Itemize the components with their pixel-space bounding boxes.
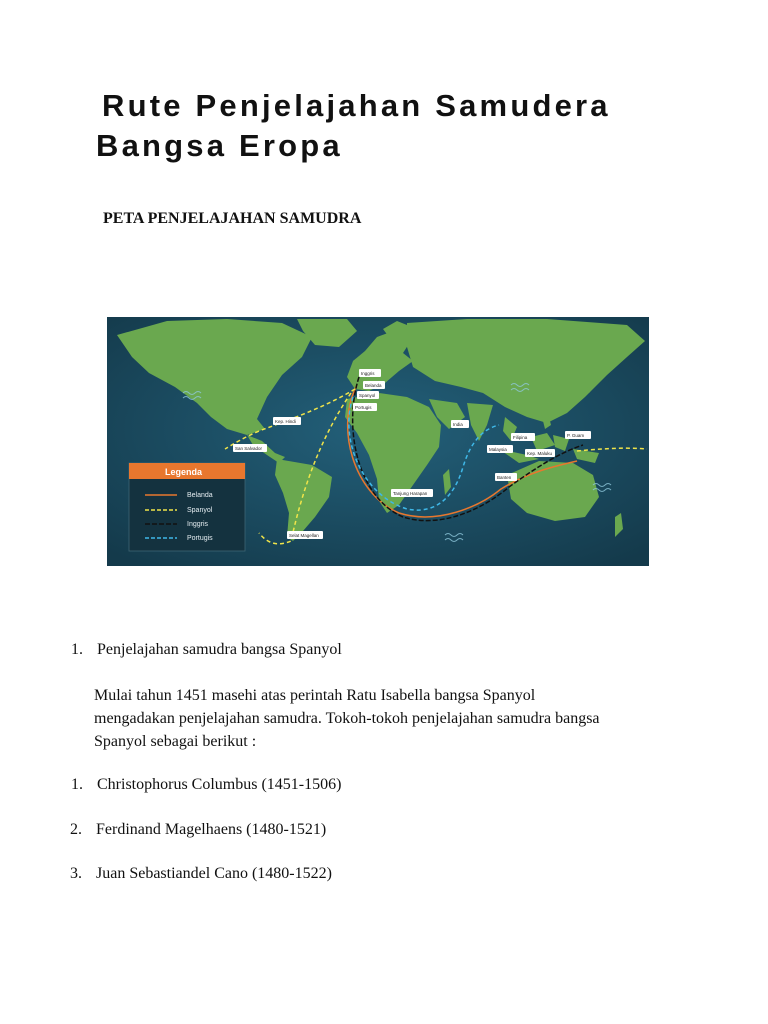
label-belanda: Belanda xyxy=(365,383,382,388)
legend-item-belanda: Belanda xyxy=(187,492,213,499)
list-item-text: Christophorus Columbus (1451-1506) xyxy=(97,776,342,793)
paragraph-line-3: Spanyol sebagai berikut : xyxy=(94,733,257,750)
map-legend xyxy=(129,463,245,551)
exploration-route-map xyxy=(107,317,649,566)
list-item-text: Ferdinand Magelhaens (1480-1521) xyxy=(96,821,327,838)
label-portugis: Portugis xyxy=(355,405,372,410)
label-malaysia: Malaysia xyxy=(489,447,507,452)
title-line-2: Bangsa Eropa xyxy=(96,128,343,163)
label-india: India xyxy=(453,422,463,427)
section-paragraph xyxy=(94,684,704,753)
label-selat-magellan: Selat Magellan xyxy=(289,533,319,538)
label-spanyol: Spanyol xyxy=(359,393,376,398)
list-item-number: 2. xyxy=(70,821,82,838)
section-number: 1. xyxy=(71,641,83,658)
section-heading: Penjelajahan samudra bangsa Spanyol xyxy=(97,641,342,658)
list-item-text: Juan Sebastiandel Cano (1480-1522) xyxy=(96,865,332,882)
label-kep-hindi: Kep. Hindi xyxy=(275,419,296,424)
map-heading: PETA PENJELAJAHAN SAMUDRA xyxy=(103,210,362,227)
legend-item-inggris: Inggris xyxy=(187,521,209,528)
list-item-number: 1. xyxy=(71,776,83,793)
list-item-number: 3. xyxy=(70,865,82,882)
paragraph-line-2: mengadakan penjelajahan samudra. Tokoh-tokoh penjelajahan samudra bangsa xyxy=(94,710,600,727)
label-banten: Banten xyxy=(497,475,512,480)
label-san-salvador: San Salvador xyxy=(235,446,263,451)
label-p-guam: P. Guam xyxy=(567,433,585,438)
legend-item-portugis: Portugis xyxy=(187,535,213,542)
label-tanjung-harapan: Tanjung Harapan xyxy=(393,491,428,496)
label-inggris: Inggris xyxy=(361,371,375,376)
paragraph-line-1: Mulai tahun 1451 masehi atas perintah Ratu Isabella bangsa Spanyol xyxy=(94,687,536,704)
label-kep-maluku: Kep. Maluku xyxy=(527,451,553,456)
legend-title: Legenda xyxy=(165,467,203,477)
legend-item-spanyol: Spanyol xyxy=(187,507,213,514)
title-line-1: Rute Penjelajahan Samudera xyxy=(102,88,611,123)
page-title xyxy=(96,86,696,166)
label-filipina: Filipina xyxy=(513,435,528,440)
